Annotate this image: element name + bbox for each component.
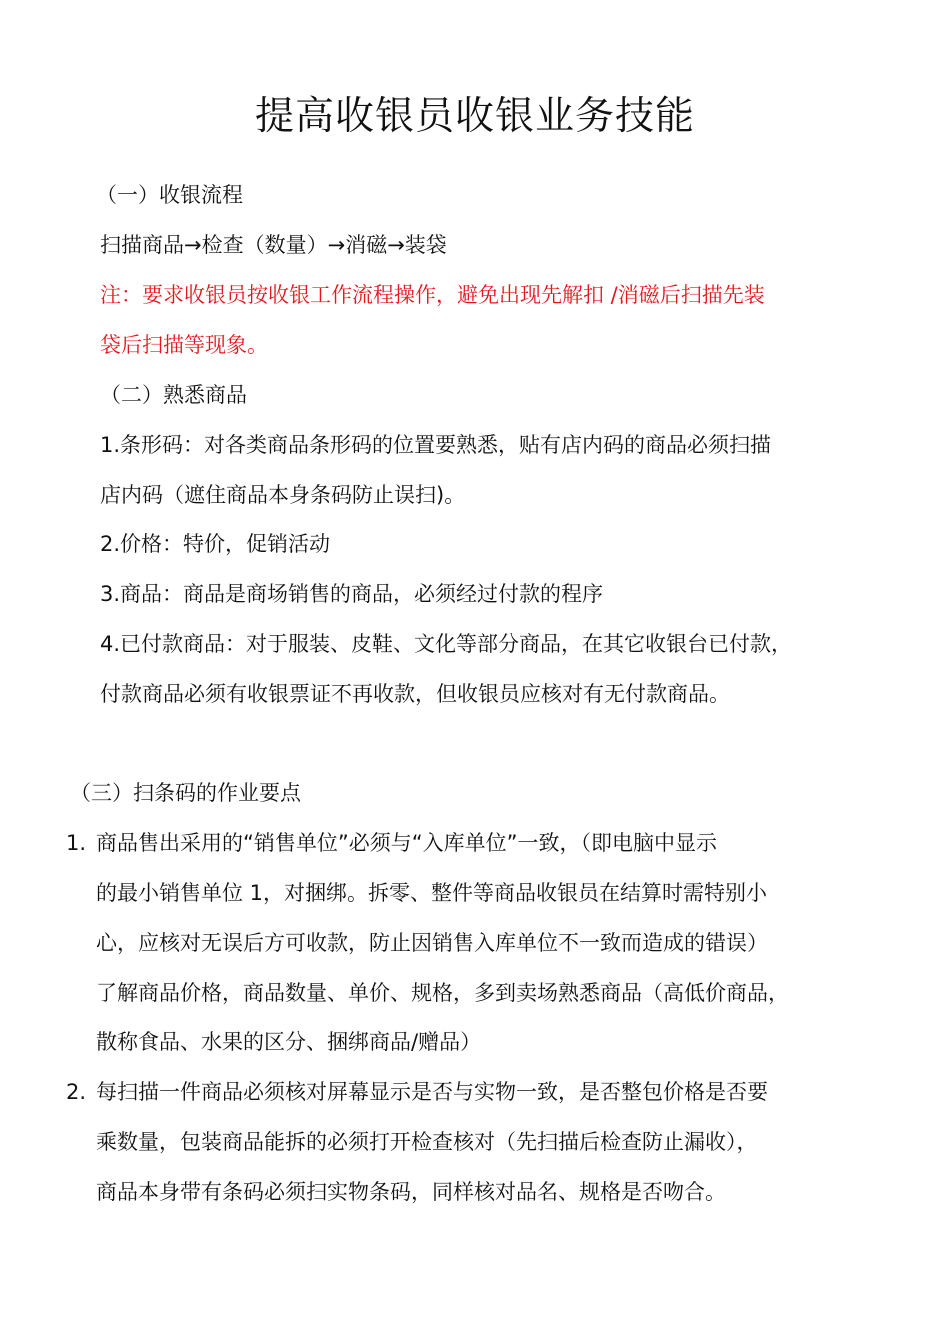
scan-point-2-line-3: 商品本身带有条码必须扫实物条码，同样核对品名、规格是否吻合。: [96, 1180, 726, 1204]
scan-point-2-line-1: 每扫描一件商品必须核对屏幕显示是否与实物一致，是否整包价格是否要: [96, 1080, 768, 1104]
section-heading-workflow: （一）收银流程: [96, 183, 243, 207]
scan-point-1-line-5: 散称食品、水果的区分、捆绑商品/赠品）: [96, 1030, 482, 1054]
scan-point-1-line-3: 心，应核对无误后方可收款，防止因销售入库单位不一致而造成的错误）: [96, 931, 768, 955]
list-number-2: 2.: [66, 1080, 87, 1104]
scan-point-1-line-4: 了解商品价格，商品数量、单价、规格，多到卖场熟悉商品（高低价商品，: [96, 981, 789, 1005]
paid-goods-item-line-2: 付款商品必须有收银票证不再收款，但收银员应核对有无付款商品。: [100, 682, 730, 706]
workflow-note-line-1: 注：要求收银员按收银工作流程操作，避免出现先解扣 /消磁后扫描先装: [100, 283, 765, 307]
goods-item: 3.商品：商品是商场销售的商品，必须经过付款的程序: [100, 582, 604, 606]
workflow-steps: 扫描商品→检查（数量）→消磁→装袋: [100, 233, 447, 257]
scan-point-1-line-1: 商品售出采用的“销售单位”必须与“入库单位”一致，（即电脑中显示: [96, 831, 718, 855]
workflow-note-line-2: 袋后扫描等现象。: [100, 333, 268, 357]
price-item: 2.价格：特价，促销活动: [100, 532, 331, 556]
document-title: 提高收银员收银业务技能: [254, 94, 695, 139]
section-heading-products: （二）熟悉商品: [100, 383, 247, 407]
scan-point-1-line-2: 的最小销售单位 1，对捆绑。拆零、整件等商品收银员在结算时需特别小: [96, 881, 768, 905]
barcode-item-line-1: 1.条形码：对各类商品条形码的位置要熟悉，贴有店内码的商品必须扫描: [100, 433, 772, 457]
barcode-item-line-2: 店内码（遮住商品本身条码防止误扫)。: [100, 483, 466, 507]
list-number-1: 1.: [66, 831, 87, 855]
paid-goods-item-line-1: 4.已付款商品：对于服装、皮鞋、文化等部分商品，在其它收银台已付款，: [100, 632, 793, 656]
section-heading-scanning: （三）扫条码的作业要点: [70, 781, 301, 805]
scan-point-2-line-2: 乘数量，包装商品能拆的必须打开检查核对（先扫描后检查防止漏收），: [96, 1130, 758, 1154]
